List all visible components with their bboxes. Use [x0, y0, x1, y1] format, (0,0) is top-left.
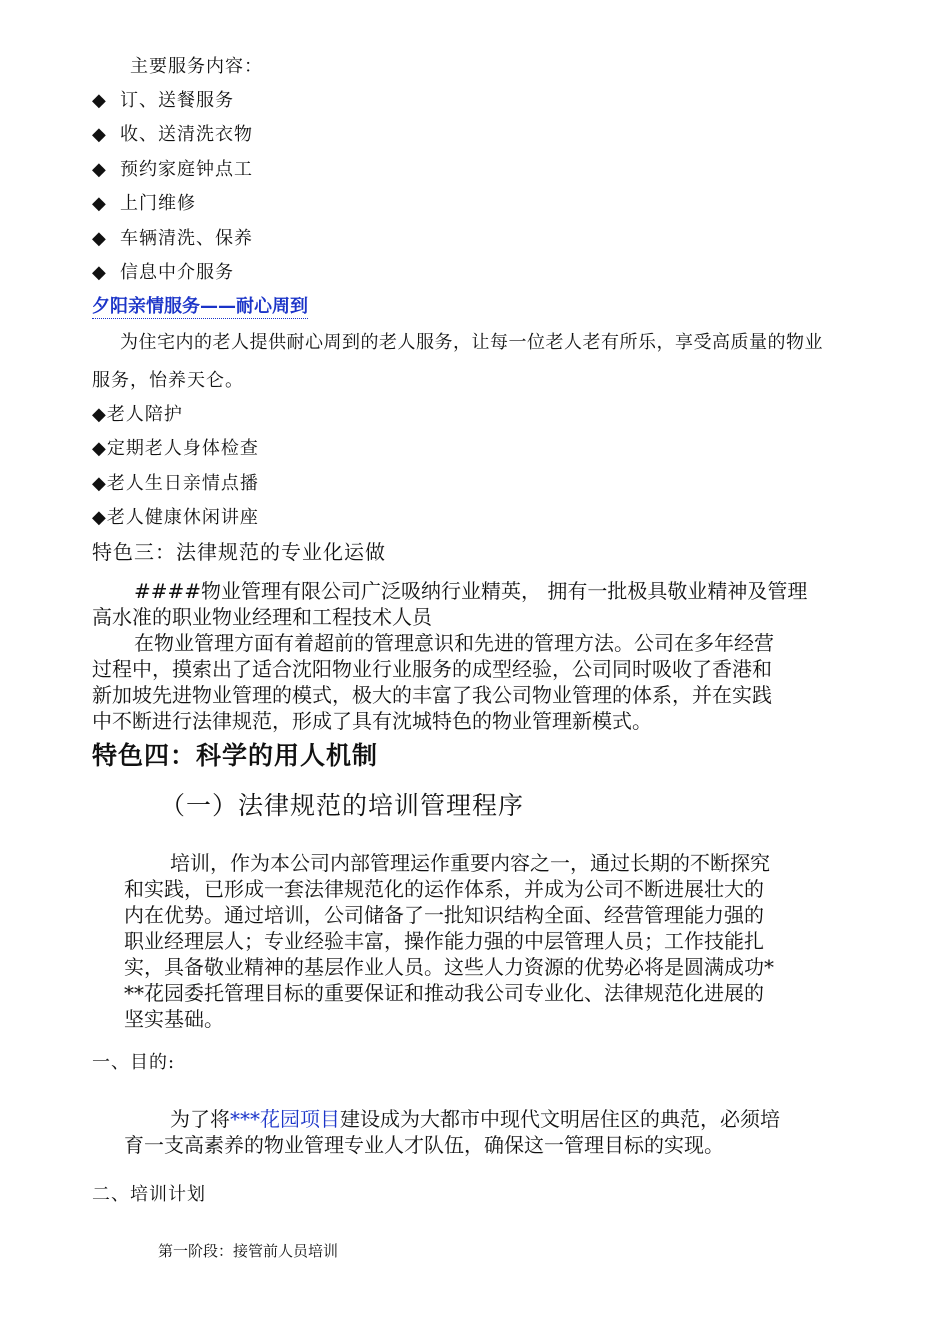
phase1-label: 第一阶段：接管前人员培训 — [158, 1242, 339, 1260]
list-item: ◆ 车辆清洗、保养 — [92, 228, 253, 249]
diamond-bullet-icon: ◆ — [92, 159, 107, 180]
training-plan-heading: 二、培训计划 — [92, 1184, 206, 1205]
list-item: ◆老人生日亲情点播 — [92, 473, 259, 494]
list-item: ◆ 信息中介服务 — [92, 262, 234, 283]
list-item: ◆ 订、送餐服务 — [92, 90, 234, 111]
list-item: ◆定期老人身体检查 — [92, 438, 259, 459]
diamond-bullet-icon: ◆ — [92, 262, 107, 283]
list-item: ◆ 收、送清洗衣物 — [92, 124, 253, 145]
diamond-bullet-icon: ◆ — [92, 404, 107, 425]
goal-heading: 一、目的: — [92, 1052, 176, 1073]
diamond-bullet-icon: ◆ — [92, 90, 107, 111]
diamond-bullet-icon: ◆ — [92, 473, 107, 494]
diamond-bullet-icon: ◆ — [92, 507, 107, 528]
diamond-bullet-icon: ◆ — [92, 124, 107, 145]
list-item: ◆ 预约家庭钟点工 — [92, 159, 253, 180]
feature3-heading: 特色三：法律规范的专业化运做 — [92, 540, 386, 564]
elderly-service-heading: 夕阳亲情服务——耐心周到 — [92, 292, 308, 319]
training-paragraph: 培训，作为本公司内部管理运作重要内容之一，通过长期的不断探究 和实践，已形成一套法律规范化的运作体系，并成为公司不断进展壮大的 内在优势。通过培训，公司储备了一批知识结构全面、经营管理能力强的 职业经理层人；专业经验丰富，操作能力强的中层管理人员；工作技能扎 实，具备敬业精神的基层作业人员。这些人力资源的优势必将是圆满成功* **花园委托管理目标的重要保证和推动我公司专业化、法律规范化进展的 坚实基础。 — [124, 851, 774, 1031]
feature3-paragraph-2: 在物业管理方面有着超前的管理意识和先进的管理方法。公司在多年经营 过程中，摸索出了适合沈阳物业行业服务的成型经验，公司同时吸收了香港和 新加坡先进物业管理的模式，极大的丰富了我公司物业管理的体系，并在实践 中不断进行法律规范，形成了具有沈城特色的物业管理新模式。 — [92, 631, 774, 733]
elderly-desc-line2: 服务，怡养天仑。 — [92, 370, 244, 391]
list-item: ◆老人健康休闲讲座 — [92, 507, 259, 528]
diamond-bullet-icon: ◆ — [92, 228, 107, 249]
diamond-bullet-icon: ◆ — [92, 193, 107, 214]
training-procedure-heading: （一）法律规范的培训管理程序 — [160, 791, 525, 820]
service-intro-label: 主要服务内容： — [130, 56, 263, 77]
feature3-paragraph-1: ####物业管理有限公司广泛吸纳行业精英， 拥有一批极具敬业精神及管理 高水准的职业物业经理和工程技术人员 — [92, 579, 808, 629]
list-item: ◆老人陪护 — [92, 404, 183, 425]
garden-project-link[interactable]: ***花园项目 — [230, 1107, 340, 1131]
feature4-heading: 特色四：科学的用人机制 — [92, 741, 379, 770]
elderly-desc-line1: 为住宅内的老人提供耐心周到的老人服务，让每一位老人老有所乐，享受高质量的物业 — [120, 332, 823, 353]
list-item: ◆ 上门维修 — [92, 193, 196, 214]
diamond-bullet-icon: ◆ — [92, 438, 107, 459]
goal-paragraph: 为了将***花园项目建设成为大都市中现代文明居住区的典范，必须培 育一支高素养的物业管理专业人才队伍，确保这一管理目标的实现。 — [124, 1107, 780, 1157]
